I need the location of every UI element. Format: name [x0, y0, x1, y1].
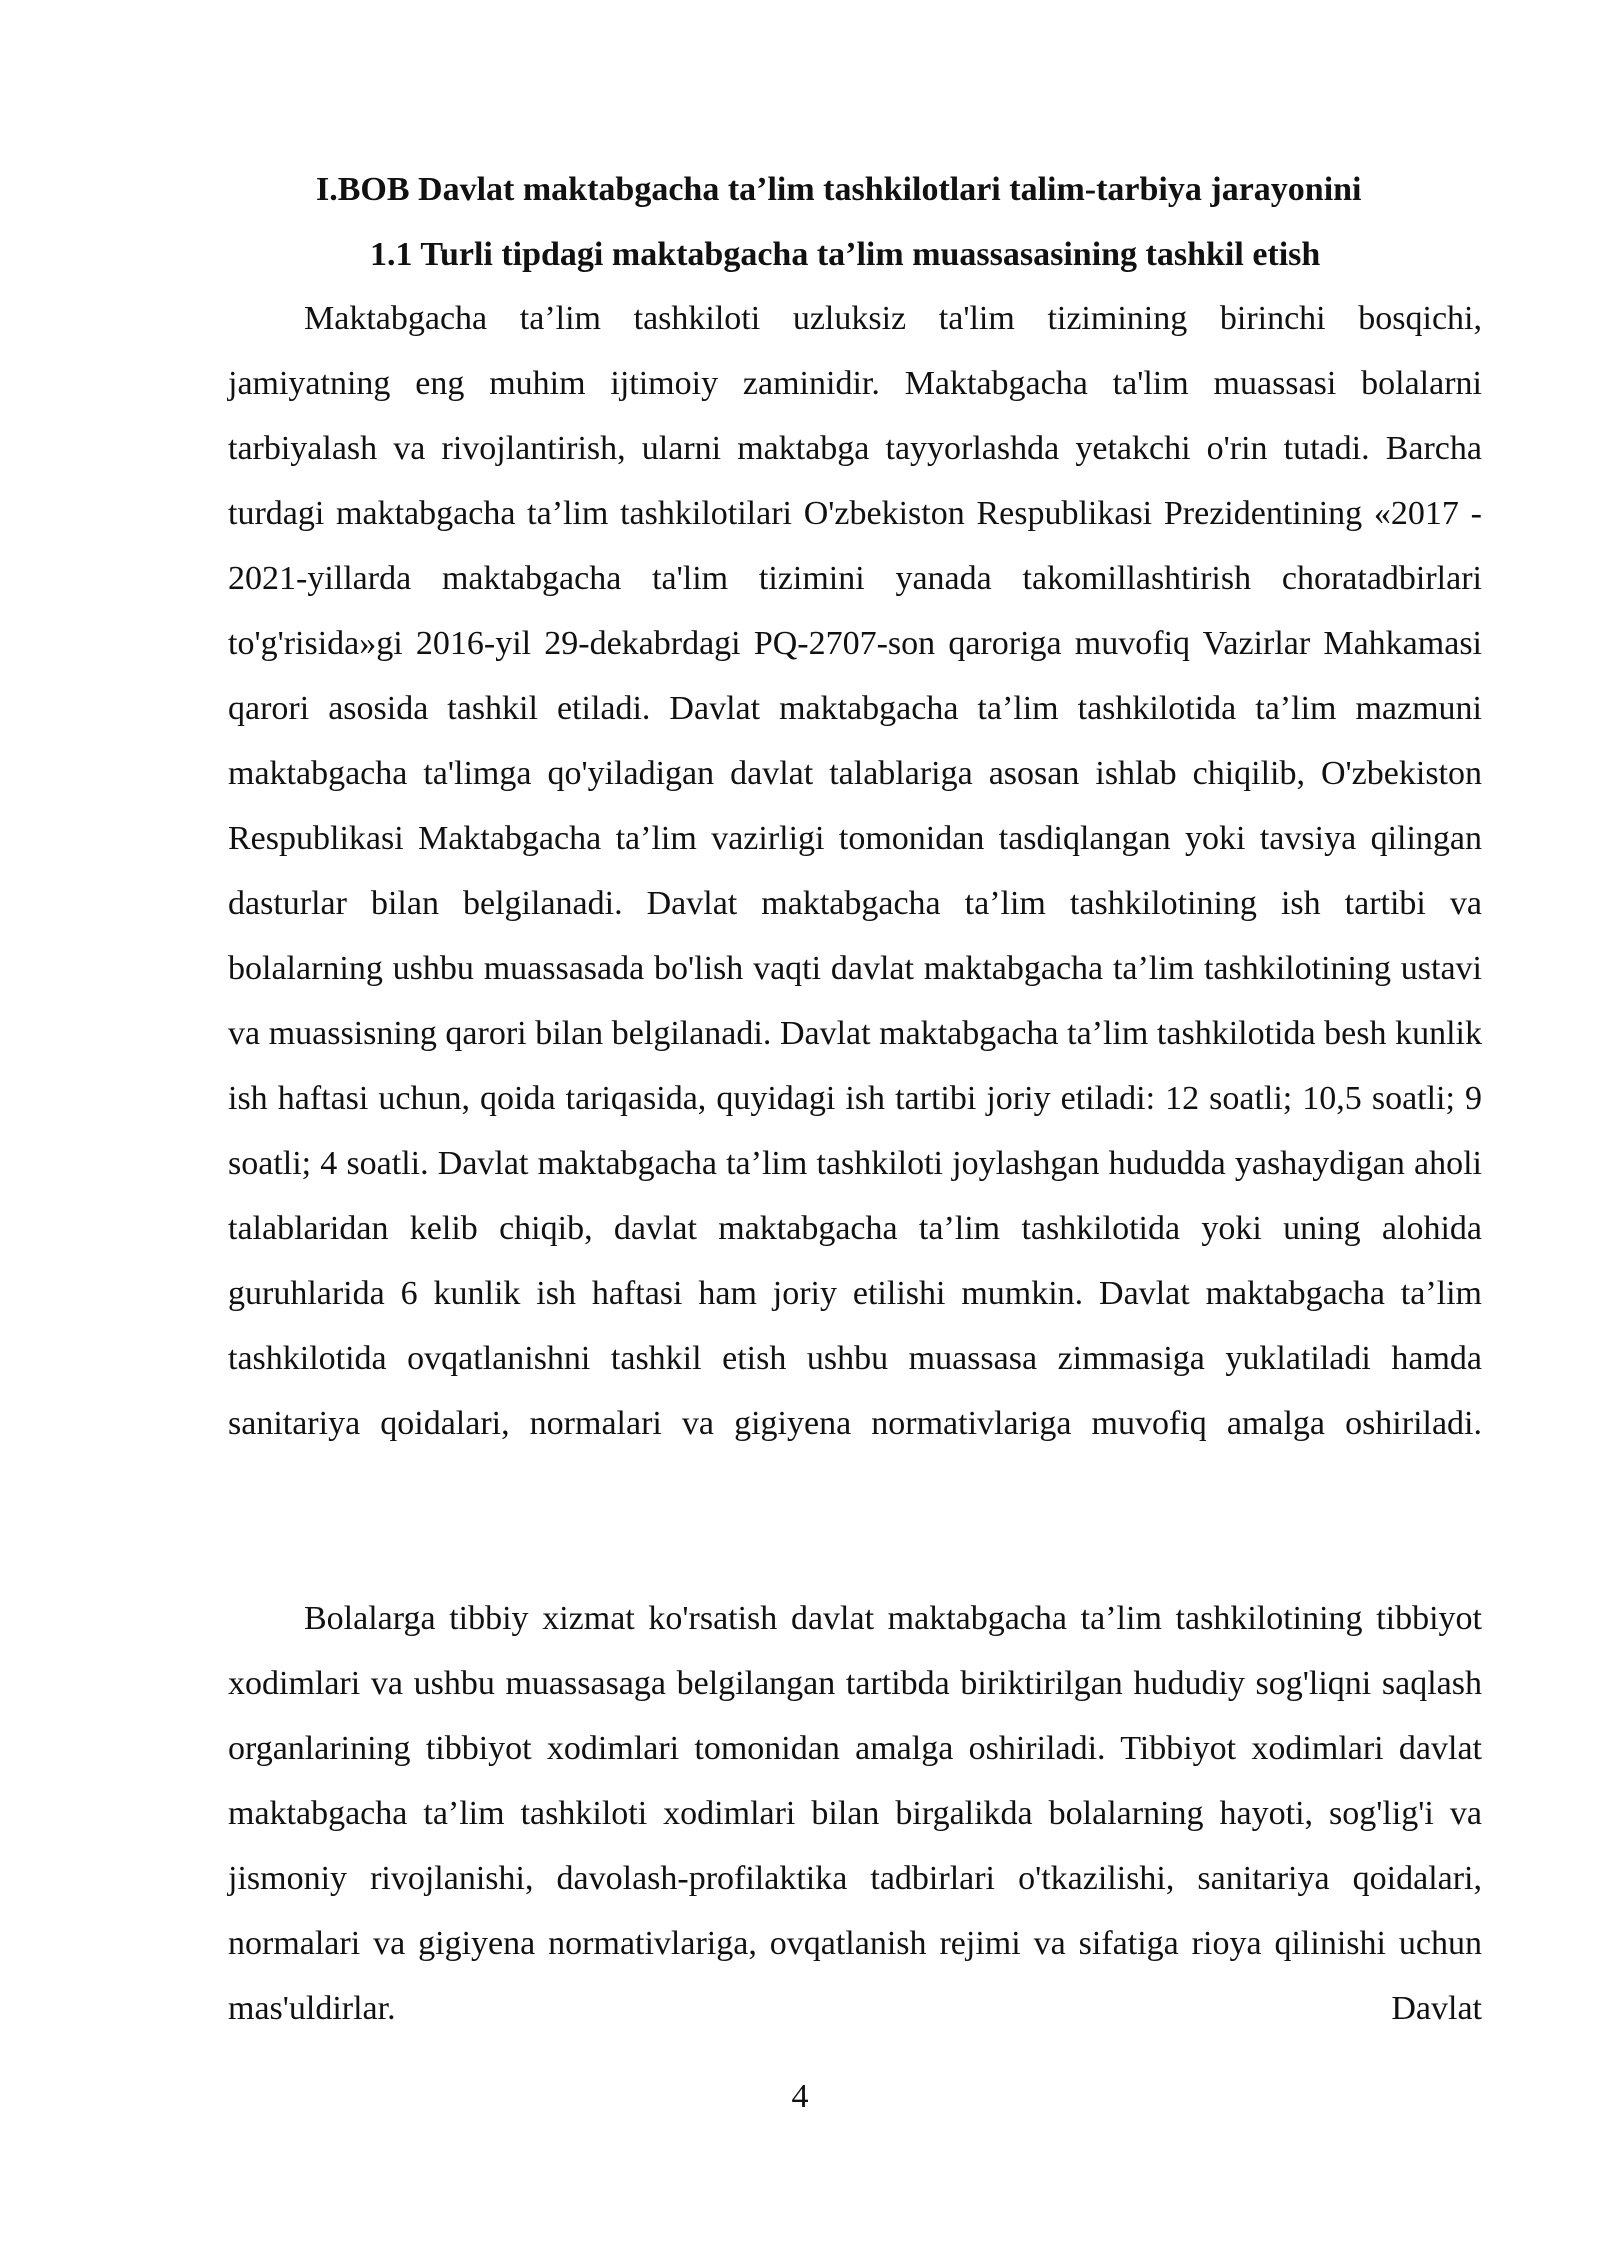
section-heading: 1.1 Turli tipdagi maktabgacha ta’lim muassasasining tashkil etish [370, 236, 1321, 273]
page-number: 4 [791, 2078, 809, 2115]
chapter-heading: I.BOB Davlat maktabgacha ta’lim tashkilotlari talim-tarbiya jarayonini [316, 171, 1362, 208]
body-paragraph: Maktabgacha ta’lim tashkiloti uzluksiz ta'lim tizimining birinchi bosqichi, jamiyatning eng muhim ijtimoiy zaminidir. Maktabgacha ta'lim muassasi bolalarni tarbiyalash va rivojlantirish, ularni maktabga tayyorlashda yetakchi o'rin tutadi. Barcha turdagi maktabgacha ta’lim tashkilotilari O'zbekiston Respublikasi Prezidentining «2017 - 2021-yillarda maktabgacha ta'lim tizimini yanada takomillashtirish choratadbirlari to'g'risida»gi 2016-yil 29-dekabrdagi PQ-2707-son qaroriga muvofiq Vazirlar Mahkamasi qarori asosida tashkil etiladi. Davlat maktabgacha ta’lim tashkilotida ta’lim mazmuni maktabgacha ta'limga qo'yiladigan davlat talablariga asosan ishlab chiqilib, O'zbekiston Respublikasi Maktabgacha ta’lim vazirligi tomonidan tasdiqlangan yoki tavsiya qilingan dasturlar bilan belgilanadi. Davlat maktabgacha ta’lim tashkilotining ish tartibi va bolalarning ushbu muassasada bo'lish vaqti davlat maktabgacha ta’lim tashkilotining ustavi va muassisning qarori bilan belgilanadi. Davlat maktabgacha ta’lim tashkilotida besh kunlik ish haftasi uchun, qoida tariqasida, quyidagi ish tartibi joriy etiladi: 12 soatli; 10,5 soatli; 9 soatli; 4 soatli. Davlat maktabgacha ta’lim tashkiloti joylashgan hududda yashaydigan aholi talablaridan kelib chiqib, davlat maktabgacha ta’lim tashkilotida yoki uning alohida guruhlarida 6 kunlik ish haftasi ham joriy etilishi mumkin. Davlat maktabgacha ta’lim tashkilotida ovqatlanishni tashkil etish ushbu muassasa zimmasiga yuklatiladi hamda sanitariya qoidalari, normalari va gigiyena normativlariga muvofiq amalga oshiriladi. [228, 300, 1482, 1442]
body-paragraph: Bolalarga tibbiy xizmat ko'rsatish davlat maktabgacha ta’lim tashkilotining tibbiyot xodimlari va ushbu muassasaga belgilangan tartibda biriktirilgan hududiy sog'liqni saqlash organlarining tibbiyot xodimlari tomonidan amalga oshiriladi. Tibbiyot xodimlari davlat maktabgacha ta’lim tashkiloti xodimlari bilan birgalikda bolalarning hayoti, sog'lig'i va jismoniy rivojlanishi, davolash-profilaktika tadbirlari o'tkazilishi, sanitariya qoidalari, normalari va gigiyena normativlariga, ovqatlanish rejimi va sifatiga rioya qilinishi uchun mas'uldirlar. Davlat [228, 1600, 1482, 2027]
